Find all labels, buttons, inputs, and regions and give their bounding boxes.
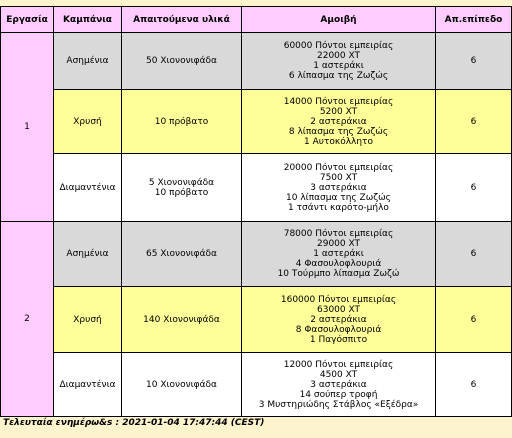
level-cell: 6 (436, 33, 512, 90)
level-cell: 6 (436, 90, 512, 154)
reward-line: 1 τσάντι καρότο-μήλο (288, 202, 389, 213)
materials-cell (122, 353, 242, 417)
level-cell: 6 (436, 353, 512, 417)
campaign-cell: Ασημένια (54, 222, 122, 287)
material-line: 10 πρόβατο (154, 187, 209, 198)
quest-rewards-table (0, 6, 512, 417)
campaign-cell: Χρυσή (54, 90, 122, 154)
reward-line: 3 αστεράκια (310, 379, 367, 390)
reward-line: 2 αστεράκια (310, 314, 367, 325)
level-cell: 6 (436, 154, 512, 222)
header-materials: Απαιτούμενα υλικά (122, 7, 242, 33)
reward-line: 4 Φασουλοφλουριά (295, 259, 382, 269)
material-line: 5 Χιονονιφάδα (148, 177, 215, 188)
table-row (1, 222, 512, 287)
reward-cell (242, 33, 436, 90)
material-line: 50 Χιονονιφάδα (146, 56, 217, 66)
header-level: Απ.επίπεδο (436, 7, 512, 33)
level-cell: 6 (436, 287, 512, 353)
header-quest: Εργασία (1, 7, 54, 33)
reward-line: 5200 XT (319, 106, 358, 117)
quest-number: 1 (1, 33, 54, 222)
reward-cell (242, 154, 436, 222)
header-reward: Αμοιβή (242, 7, 436, 33)
reward-line: 60000 Πόντοι εμπειρίας (283, 41, 394, 51)
reward-line: 14000 Πόντοι εμπειρίας (283, 96, 394, 107)
reward-cell (242, 353, 436, 417)
campaign-cell: Ασημένια (54, 33, 122, 90)
reward-line: 12000 Πόντοι εμπειρίας (283, 359, 394, 370)
reward-line: 7500 XT (319, 172, 358, 183)
material-line: 65 Χιονονιφάδα (146, 249, 217, 259)
reward-line: 78000 Πόντοι εμπειρίας (283, 229, 394, 239)
reward-line: 3 Μυστηριώδης Στάβλος «Εξέδρα» (258, 399, 419, 410)
table-row (1, 33, 512, 90)
table-row (1, 90, 512, 154)
quest-number: 2 (1, 222, 54, 417)
table-row (1, 154, 512, 222)
reward-cell (242, 287, 436, 353)
reward-line: 1 αστεράκι (313, 61, 364, 71)
reward-line: 2 αστεράκια (310, 116, 367, 127)
reward-line: 29000 XT (317, 239, 360, 249)
reward-line: 10 Τούρμπο λίπασμα Ζωζώ (277, 269, 400, 279)
reward-line: 22000 XT (317, 51, 360, 61)
table-header-row (1, 7, 512, 33)
reward-line: 1 Παγόσπιτο (309, 334, 368, 345)
header-campaign: Καμπάνια (54, 7, 122, 33)
reward-line: 8 λίπασμα της Ζωζώς (288, 126, 389, 137)
reward-line: 6 λίπασμα της Ζωζώς (288, 71, 389, 81)
campaign-cell: Διαμαντένια (54, 154, 122, 222)
reward-line: 160000 Πόντοι εμπειρίας (280, 294, 397, 305)
table-row (1, 287, 512, 353)
materials-cell (122, 222, 242, 287)
material-line: 140 Χιονονιφάδα (143, 314, 220, 325)
materials-cell (122, 33, 242, 90)
reward-line: 4500 XT (319, 369, 358, 380)
reward-cell (242, 222, 436, 287)
materials-cell (122, 287, 242, 353)
reward-cell (242, 90, 436, 154)
reward-line: 14 σούπερ τροφή (299, 389, 378, 400)
last-updated-footer: Τελευταία ενημέρω&s : 2021-01-04 17:47:44 (CEST) (3, 418, 265, 428)
reward-line: 1 Αυτοκόλλητο (304, 136, 373, 147)
materials-cell (122, 154, 242, 222)
reward-line: 1 αστεράκι (313, 249, 364, 259)
campaign-cell: Διαμαντένια (54, 353, 122, 417)
reward-line: 20000 Πόντοι εμπειρίας (283, 162, 394, 173)
reward-line: 10 λίπασμα της Ζωζώς (286, 192, 391, 203)
material-line: 10 Χιονονιφάδα (146, 379, 217, 390)
materials-cell (122, 90, 242, 154)
material-line: 10 πρόβατο (154, 116, 209, 127)
campaign-cell: Χρυσή (54, 287, 122, 353)
reward-line: 3 αστεράκια (310, 182, 367, 193)
reward-line: 8 Φασουλοφλουριά (295, 324, 382, 335)
level-cell: 6 (436, 222, 512, 287)
reward-line: 63000 XT (317, 304, 360, 315)
table-row (1, 353, 512, 417)
